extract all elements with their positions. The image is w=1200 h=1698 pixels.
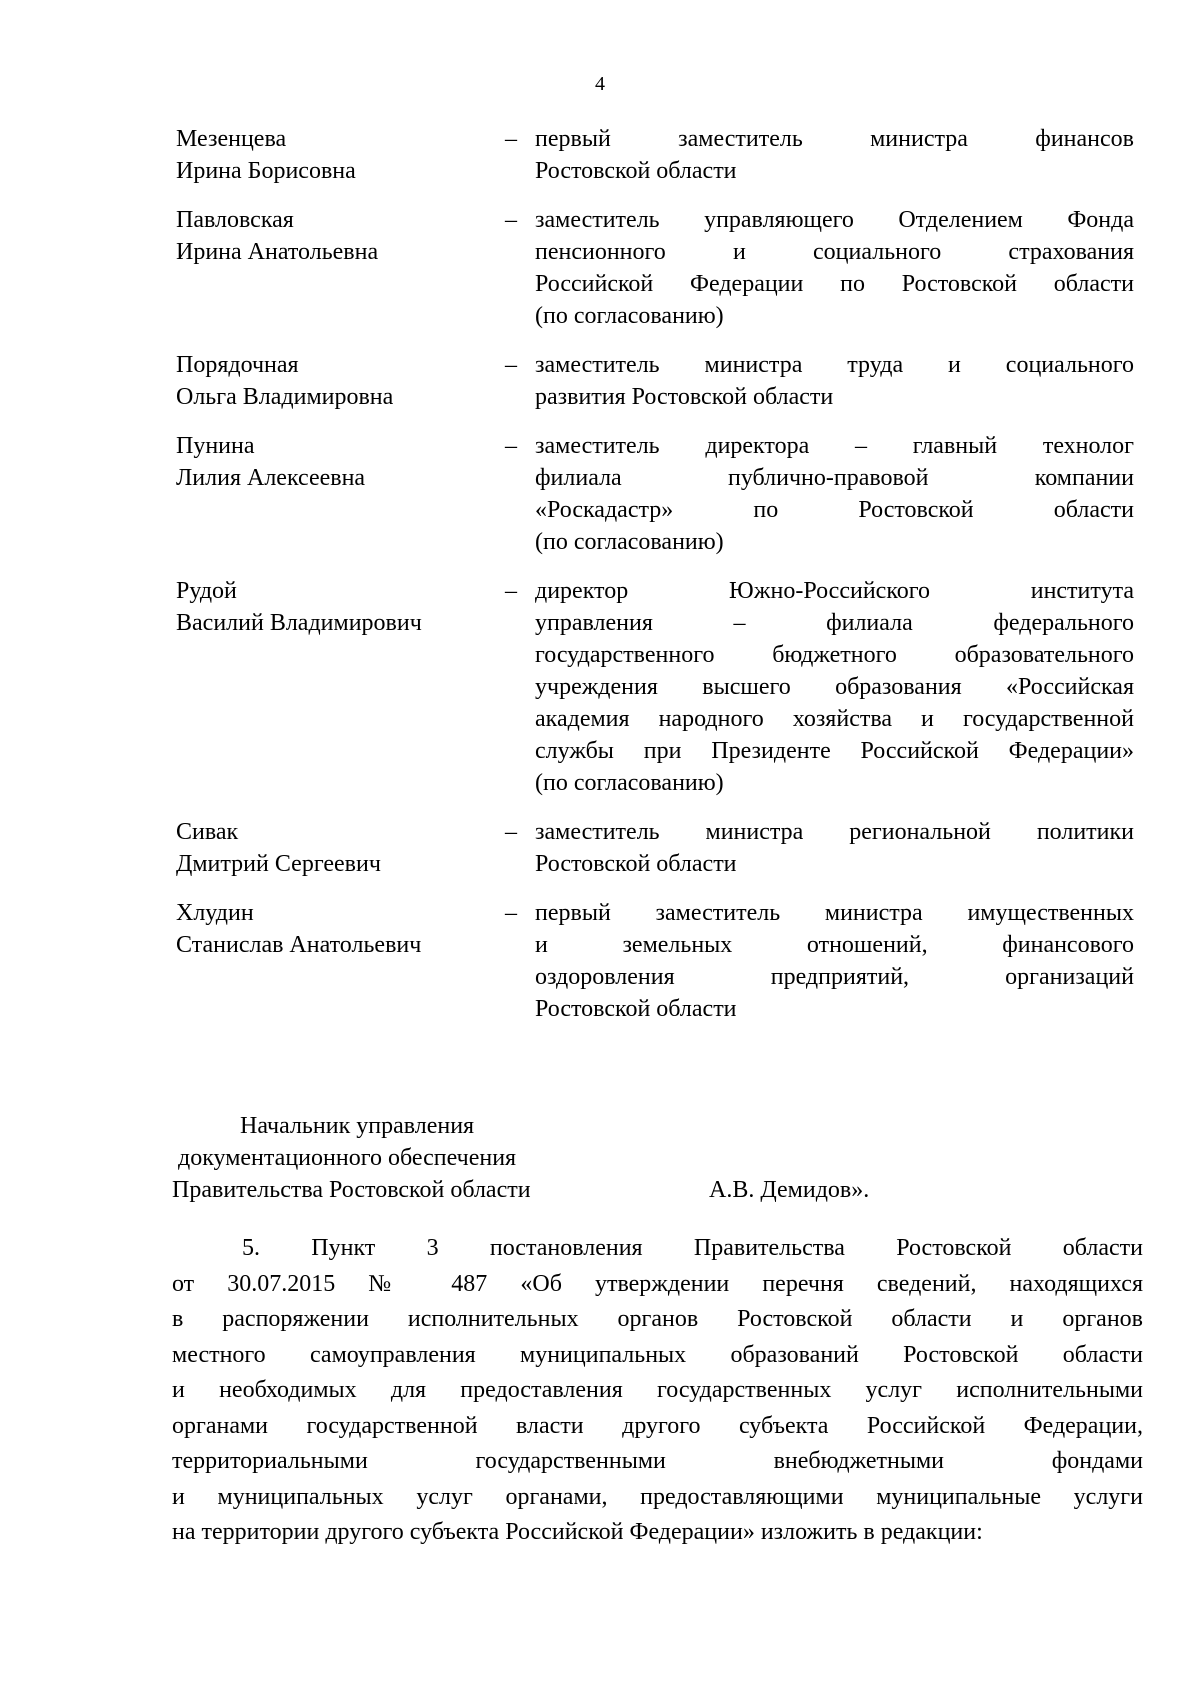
signature-row [172, 1174, 932, 1206]
signature-block [172, 1110, 932, 1206]
member-surname: Рудой [176, 578, 237, 604]
member-name [176, 816, 505, 880]
position-line: заместитель управляющего Отделением Фонда [535, 207, 1134, 233]
paragraph-line: на территории другого субъекта Российской Федерации» изложить в редакции: [172, 1519, 983, 1545]
position-line: развития Ростовской области [535, 384, 834, 410]
member-surname: Хлудин [176, 900, 254, 926]
position-line: (по согласованию) [535, 303, 724, 329]
member-name [176, 430, 505, 558]
paragraph-line: территориальными государственными внебюджетными фондами [172, 1448, 1143, 1474]
signatory-name: А.В. Демидов». [709, 1177, 870, 1203]
member-entry [176, 123, 1140, 187]
member-given-names: Лилия Алексеевна [176, 465, 366, 491]
paragraph-line: органами государственной власти другого субъекта Российской Федерации, [172, 1412, 1143, 1439]
member-dash: – [505, 578, 517, 604]
paragraph-line: и муниципальных услуг органами, предоставляющими муниципальные услуги [172, 1483, 1143, 1510]
position-line: и земельных отношений, финансового [535, 932, 1134, 958]
member-dash: – [505, 900, 517, 926]
member-surname: Сивак [176, 819, 239, 845]
position-line: пенсионного и социального страхования [535, 239, 1134, 265]
member-given-names: Ирина Борисовна [176, 158, 356, 184]
position-line: заместитель министра труда и социального [535, 352, 1134, 378]
member-position [535, 123, 1134, 187]
member-entry [176, 897, 1140, 1025]
position-line: филиала публично-правовой компании [535, 465, 1134, 491]
member-position [535, 430, 1134, 558]
member-dash: – [505, 352, 517, 378]
paragraph-line: и необходимых для предоставления государственных услуг исполнительными [172, 1377, 1143, 1403]
member-entry [176, 816, 1140, 880]
member-position [535, 204, 1134, 332]
member-dash: – [505, 126, 517, 152]
member-surname: Павловская [176, 207, 294, 233]
member-name [176, 349, 505, 413]
position-line: оздоровления предприятий, организаций [535, 964, 1134, 990]
paragraph-line: местного самоуправления муниципальных образований Ростовской области [172, 1341, 1143, 1368]
member-entry [176, 349, 1140, 413]
member-position [535, 816, 1134, 880]
member-entry [176, 575, 1140, 799]
paragraph-line: в распоряжении исполнительных органов Ростовской области и органов [172, 1306, 1143, 1332]
member-given-names: Станислав Анатольевич [176, 932, 422, 958]
signatory-title-line: документационного обеспечения [178, 1145, 517, 1171]
member-dash: – [505, 819, 517, 845]
position-line: (по согласованию) [535, 770, 724, 796]
paragraph-line: 5. Пункт 3 постановления Правительства Ростовской области [242, 1235, 1143, 1261]
position-line: (по согласованию) [535, 529, 724, 555]
signatory-title-line: Правительства Ростовской области [172, 1177, 531, 1203]
member-position [535, 349, 1134, 413]
position-line: заместитель министра региональной политики [535, 819, 1134, 845]
position-line: первый заместитель министра имущественных [535, 900, 1134, 926]
member-name [176, 575, 505, 799]
position-line: Ростовской области [535, 996, 737, 1022]
members-list [176, 123, 1140, 1042]
position-line: первый заместитель министра финансов [535, 126, 1134, 152]
position-line: директор Южно-Российского института [535, 578, 1134, 604]
position-line: учреждения высшего образования «Российская [535, 674, 1134, 700]
page-number: 4 [595, 73, 605, 95]
position-line: государственного бюджетного образовательного [535, 642, 1134, 668]
member-name [176, 123, 505, 187]
member-entry [176, 430, 1140, 558]
member-position [535, 575, 1134, 799]
member-given-names: Ольга Владимировна [176, 384, 394, 410]
member-given-names: Дмитрий Сергеевич [176, 851, 381, 877]
member-surname: Мезенцева [176, 126, 287, 152]
member-entry [176, 204, 1140, 332]
member-position [535, 897, 1134, 1025]
member-dash: – [505, 207, 517, 233]
member-dash: – [505, 433, 517, 459]
member-name [176, 897, 505, 1025]
member-surname: Пунина [176, 433, 255, 459]
position-line: Ростовской области [535, 158, 737, 184]
member-name [176, 204, 505, 332]
position-line: управления – филиала федерального [535, 610, 1134, 636]
position-line: Российской Федерации по Ростовской области [535, 271, 1134, 297]
member-surname: Порядочная [176, 352, 299, 378]
position-line: Ростовской области [535, 851, 737, 877]
member-given-names: Василий Владимирович [176, 610, 422, 636]
paragraph-line: от 30.07.2015 № 487 «Об утверждении перечня сведений, находящихся [172, 1270, 1143, 1297]
position-line: «Роскадастр» по Ростовской области [535, 497, 1134, 523]
member-given-names: Ирина Анатольевна [176, 239, 379, 265]
signatory-title-line: Начальник управления [240, 1113, 475, 1139]
amendment-paragraph [172, 1231, 1143, 1551]
position-line: заместитель директора – главный технолог [535, 433, 1134, 459]
position-line: службы при Президенте Российской Федерации» [535, 738, 1134, 764]
position-line: академия народного хозяйства и государственной [535, 706, 1134, 732]
